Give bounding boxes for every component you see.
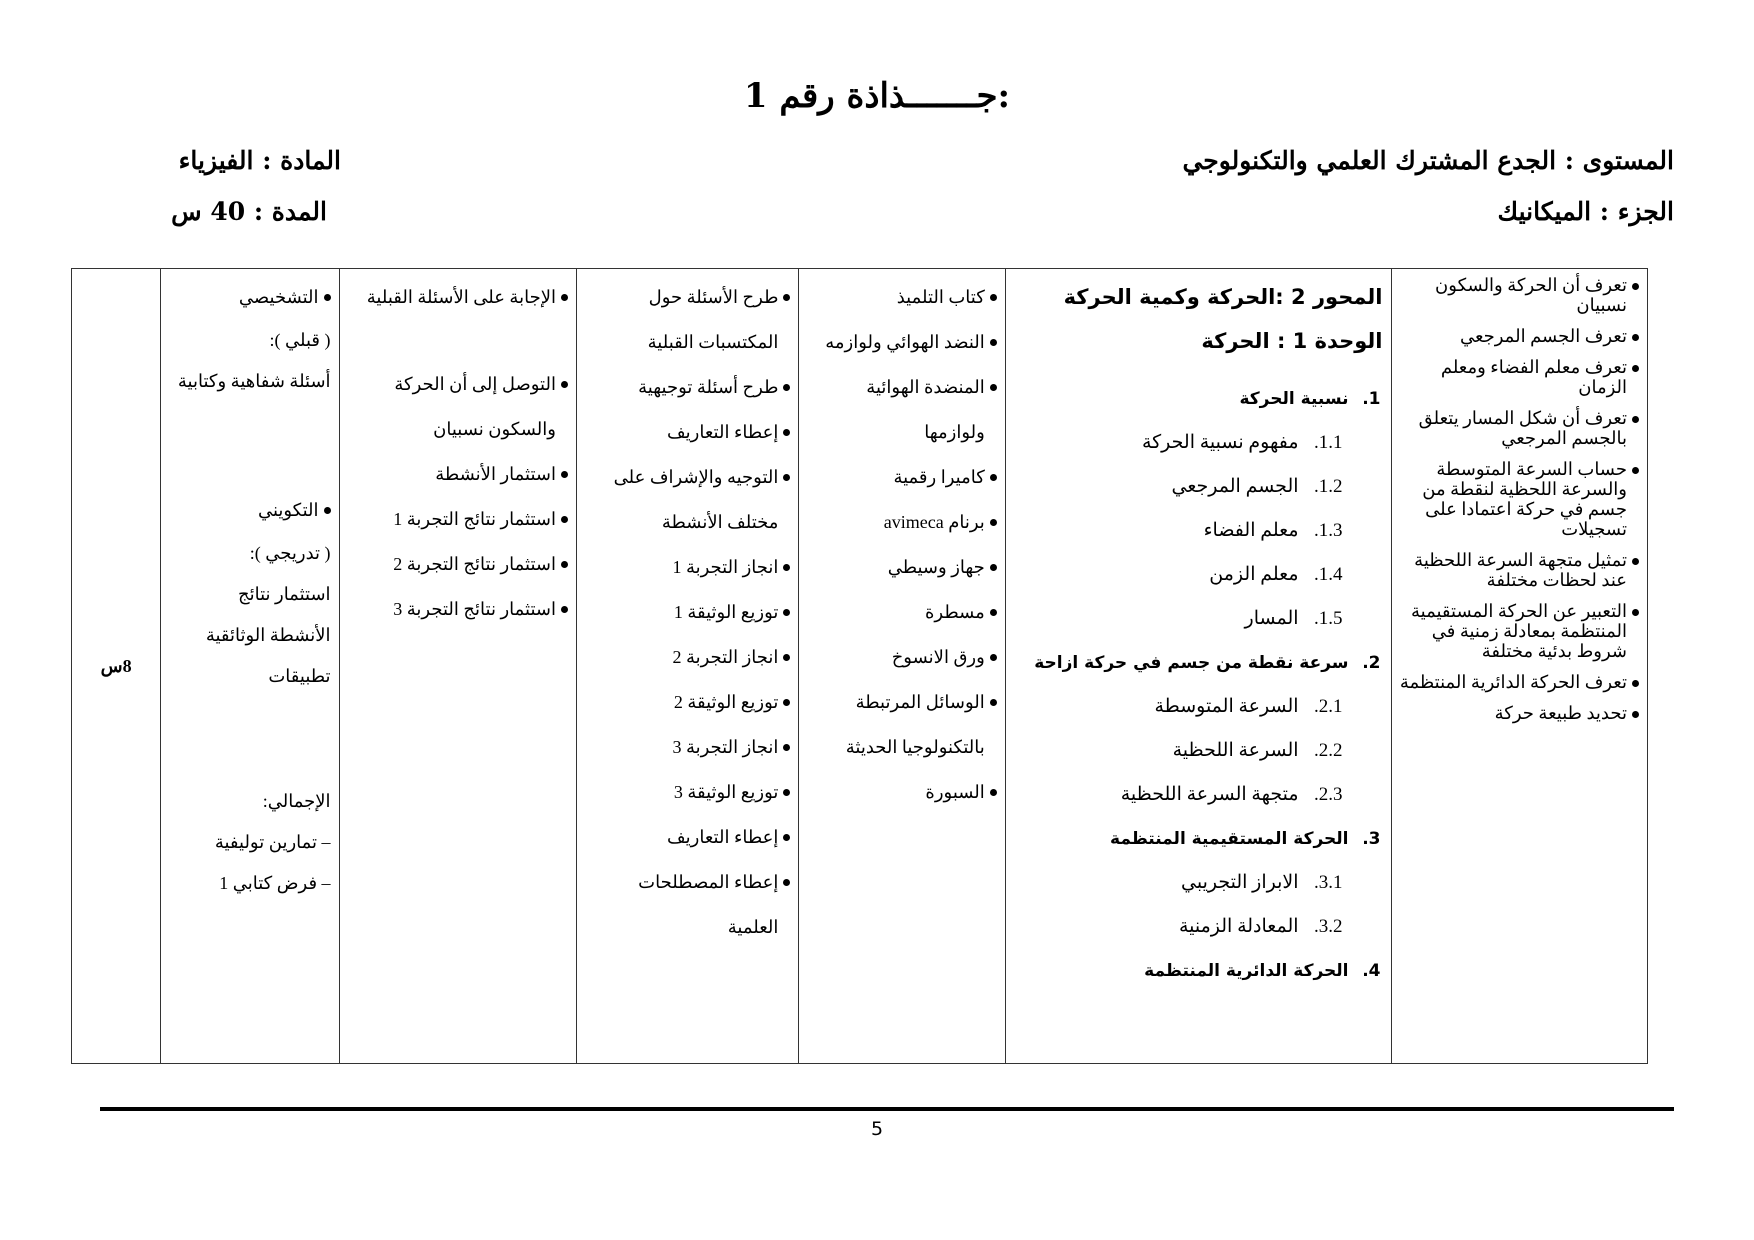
summative-label: الإجمالي: — [262, 791, 331, 811]
learner-activity: الإجابة على الأسئلة القبلية — [348, 275, 568, 320]
resource-item: جهاز وسيطي — [807, 545, 996, 590]
level-label: المستوى : الجدع المشترك العلمي والتكنولوجي — [1182, 146, 1674, 175]
diagnostic-desc: أسئلة شفاهية وكتابية — [177, 371, 331, 391]
formative-desc: استثمار نتائج — [237, 584, 331, 604]
goal-item: تعرف أن شكل المسار يتعلق بالجسم المرجعي — [1400, 408, 1639, 448]
goals-cell — [1391, 269, 1647, 1064]
page-number: 5 — [870, 1118, 884, 1140]
resource-item: كاميرا رقمية — [807, 455, 996, 500]
section-heading: 3.الحركة المستقيمية المنتظمة — [1110, 829, 1381, 849]
duration-label: المدة : 40 س — [171, 197, 327, 226]
teacher-activity: انجاز التجربة 3 — [585, 725, 790, 770]
learner-activity: استثمار نتائج التجربة 2 — [348, 542, 568, 587]
subsection: 2.2.السرعة اللحظية — [1172, 740, 1343, 761]
footer-divider — [100, 1107, 1674, 1111]
goal-item: تعرف الحركة الدائرية المنتظمة — [1400, 672, 1639, 692]
subsection: 1.2.الجسم المرجعي — [1171, 476, 1343, 497]
resource-item: كتاب التلميذ — [807, 275, 996, 320]
resources-cell — [799, 269, 1005, 1064]
teacher-activity: طرح الأسئلة حول المكتسبات القبلية — [585, 275, 790, 365]
subsection: 2.1.السرعة المتوسطة — [1154, 696, 1343, 717]
subsection: 3.2.المعادلة الزمنية — [1178, 916, 1343, 937]
content-cell — [1005, 269, 1391, 1064]
teacher-activity: توزيع الوثيقة 2 — [585, 680, 790, 725]
subsection: 1.4.معلم الزمن — [1209, 564, 1343, 585]
learner-activities-cell — [339, 269, 576, 1064]
teacher-activity: انجاز التجربة 1 — [585, 545, 790, 590]
goal-item: التعبير عن الحركة المستقيمية المنتظمة بمعادلة زمنية في شروط بدئية مختلفة — [1400, 601, 1639, 661]
summative-item: – فرض كتابي 1 — [219, 873, 331, 893]
lesson-plan-table — [71, 268, 1648, 1064]
teacher-activity: إعطاء التعاريف — [585, 815, 790, 860]
axis-title: المحور 2 :الحركة وكمية الحركة — [1063, 285, 1383, 309]
resource-item: ورق الانسوخ — [807, 635, 996, 680]
goal-item: تعرف الجسم المرجعي — [1400, 326, 1639, 346]
unit-title: الوحدة 1 : الحركة — [1201, 329, 1383, 353]
subsection: 3.1.الابراز التجريبي — [1181, 872, 1343, 893]
learner-activity: التوصل إلى أن الحركة والسكون نسبيان — [348, 362, 568, 452]
teacher-activity: توزيع الوثيقة 1 — [585, 590, 790, 635]
formative-desc: تطبيقات — [268, 666, 331, 686]
goal-item: حساب السرعة المتوسطة والسرعة اللحظية لنقطة من جسم في حركة اعتمادا على تسجيلات — [1400, 459, 1639, 539]
section-heading: 4.الحركة الدائرية المنتظمة — [1144, 961, 1381, 981]
teacher-activity: انجاز التجربة 2 — [585, 635, 790, 680]
diagnostic-label: التشخيصي — [169, 275, 330, 320]
diagnostic-type: ( قبلي ): — [269, 330, 331, 350]
resource-item: الوسائل المرتبطة بالتكنولوجيا الحديثة — [807, 680, 996, 770]
part-label: الجزء : الميكانيك — [1497, 197, 1674, 226]
goal-item: تعرف أن الحركة والسكون نسبيان — [1400, 275, 1639, 315]
teacher-activity: طرح أسئلة توجيهية — [585, 365, 790, 410]
subsection: 2.3.متجهة السرعة اللحظية — [1120, 784, 1343, 805]
resource-item: مسطرة — [807, 590, 996, 635]
teacher-activities-cell — [576, 269, 798, 1064]
resource-item: النضد الهوائي ولوازمه — [807, 320, 996, 365]
goal-item: تحديد طبيعة حركة — [1400, 703, 1639, 723]
resource-item: المنضدة الهوائية ولوازمها — [807, 365, 996, 455]
formative-type: ( تدريجي ): — [249, 543, 331, 563]
evaluation-cell — [161, 269, 339, 1064]
subsection: 1.3.معلم الفضاء — [1203, 520, 1343, 541]
subsection: 1.1.مفهوم نسبية الحركة — [1141, 432, 1343, 453]
learner-activity: استثمار نتائج التجربة 3 — [348, 587, 568, 632]
formative-label: التكويني — [169, 488, 330, 533]
resource-item: السبورة — [807, 770, 996, 815]
subsection: 1.5.المسار — [1244, 608, 1343, 629]
learner-activity: استثمار الأنشطة — [348, 452, 568, 497]
resource-item: برنام avimeca — [807, 500, 996, 545]
goal-item: تعرف معلم الفضاء ومعلم الزمان — [1400, 357, 1639, 397]
time-cell: 8س — [72, 269, 161, 1064]
goal-item: تمثيل متجهة السرعة اللحظية عند لحظات مختلفة — [1400, 550, 1639, 590]
section-heading: 2.سرعة نقطة من جسم في حركة ازاحة — [1034, 653, 1381, 673]
page-title: جـــــــذاذة رقم 1: — [743, 76, 1011, 116]
formative-desc: الأنشطة الوثائقية — [205, 625, 331, 645]
teacher-activity: التوجيه والإشراف على مختلف الأنشطة — [585, 455, 790, 545]
summative-item: – تمارين توليفية — [214, 832, 331, 852]
teacher-activity: توزيع الوثيقة 3 — [585, 770, 790, 815]
section-heading: 1.نسبية الحركة — [1239, 389, 1381, 409]
learner-activity: استثمار نتائج التجربة 1 — [348, 497, 568, 542]
subject-label: المادة : الفيزياء — [178, 146, 341, 175]
teacher-activity: إعطاء التعاريف — [585, 410, 790, 455]
teacher-activity: إعطاء المصطلحات العلمية — [585, 860, 790, 950]
